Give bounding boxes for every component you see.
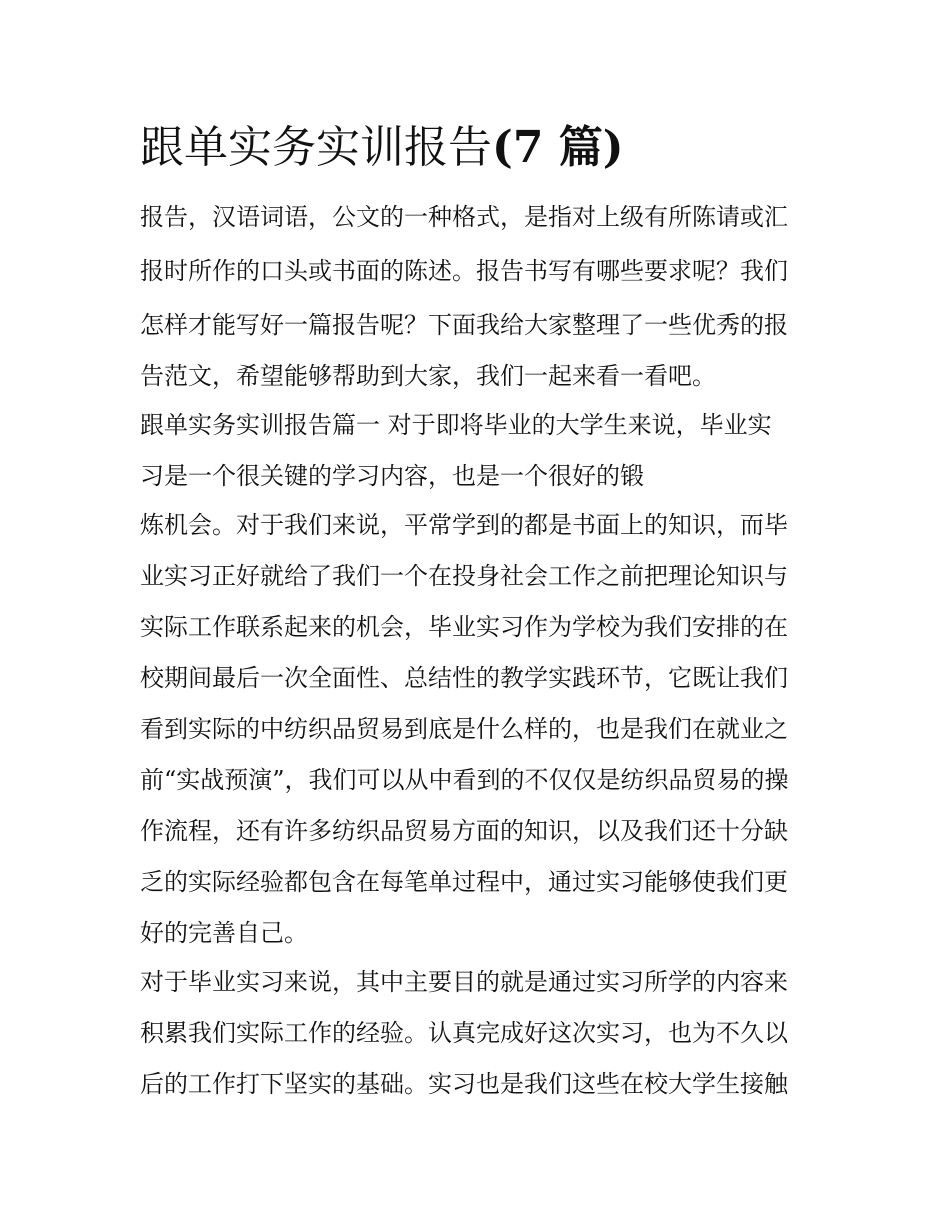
paragraph-line: 习是一个很关键的学习内容，也是一个很好的锻 — [140, 462, 644, 490]
document-title-suffix: (7 篇) — [492, 122, 624, 173]
paragraph-line: 实际工作联系起来的机会，毕业实习作为学校为我们安排的在 — [140, 613, 788, 641]
paragraph-line: 跟单实务实训报告篇一 对于即将毕业的大学生来说，毕业实 — [140, 411, 772, 439]
paragraph-line: 炼机会。对于我们来说，平常学到的都是书面上的知识，而毕 — [140, 511, 788, 539]
paragraph-line: 后的工作打下坚实的基础。实习也是我们这些在校大学生接触 — [140, 1070, 788, 1098]
paragraph-line: 看到实际的中纺织品贸易到底是什么样的，也是我们在就业之 — [140, 715, 788, 743]
document-title — [140, 118, 624, 178]
paragraph-line: 告范文，希望能够帮助到大家，我们一起来看一看吧。 — [140, 362, 716, 390]
paragraph-line: 前“实战预演”，我们可以从中看到的不仅仅是纺织品贸易的操 — [140, 766, 789, 794]
paragraph-line: 作流程，还有许多纺织品贸易方面的知识，以及我们还十分缺 — [140, 817, 788, 845]
paragraph-line: 对于毕业实习来说，其中主要目的就是通过实习所学的内容来 — [140, 968, 788, 996]
paragraph-line: 报时所作的口头或书面的陈述。报告书写有哪些要求呢？我们 — [140, 257, 788, 285]
paragraph-line: 积累我们实际工作的经验。认真完成好这次实习，也为不久以 — [140, 1019, 788, 1047]
paragraph-line: 乏的实际经验都包含在每笔单过程中，通过实习能够使我们更 — [140, 868, 788, 896]
paragraph-line: 怎样才能写好一篇报告呢？下面我给大家整理了一些优秀的报 — [140, 311, 788, 339]
document-title-main: 跟单实务实训报告 — [140, 122, 492, 173]
paragraph-line: 好的完善自己。 — [140, 919, 308, 947]
paragraph-line: 校期间最后一次全面性、总结性的教学实践环节，它既让我们 — [140, 664, 788, 692]
paragraph-line: 业实习正好就给了我们一个在投身社会工作之前把理论知识与 — [140, 562, 788, 590]
paragraph-line: 报告，汉语词语，公文的一种格式，是指对上级有所陈请或汇 — [140, 203, 788, 231]
